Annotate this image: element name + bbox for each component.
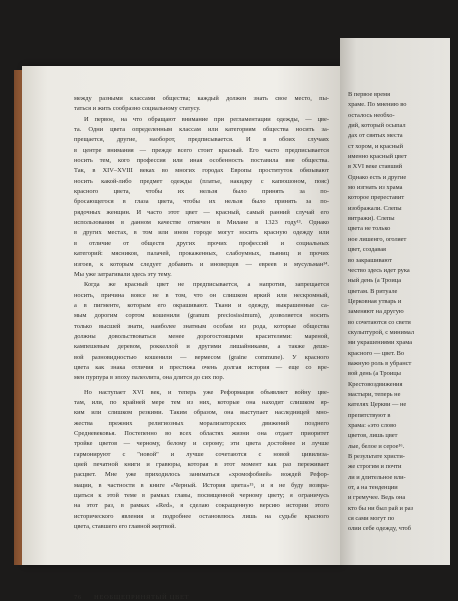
text-line: жества прежних религиозных морализаторских движений позднего [74, 419, 329, 427]
text-line: же строгим и почти [348, 463, 402, 471]
text-line: во сочетаются со свети [348, 318, 411, 326]
text-line: тройке цветов — черному, белому и серому; эти цвета достойнее и лучше [74, 440, 329, 448]
text-line: ли и длительное вли- [348, 473, 406, 481]
text-line: таться и жить сообразно социальному статусу. [74, 105, 201, 113]
text-line: цвета как знака отличия и престижа очень долгая история — еще со вре- [74, 363, 329, 371]
text-line: рядочных женщин. И часто этот цвет — красный, самый ранний случай его [74, 208, 329, 216]
text-line: которое пререставит [348, 194, 405, 202]
text-line: изгоев, к которым следует добавить и иноверцев — евреев и мусульман¹⁴. [74, 260, 329, 268]
text-line: цветов, лишь цвет [348, 432, 398, 440]
text-line: изображали. Слепы [348, 204, 402, 212]
text-line: и гремучее. Ведь она [348, 494, 406, 502]
text-line: там, или, по крайней мере тем из них, которые она находит слишком яр- [74, 398, 329, 406]
text-line: расцвет. Мне уже приходилось заниматься «хромофобией» вождей Рефор- [74, 471, 329, 479]
right-page-text [348, 90, 458, 535]
text-line: ся сами могут по [348, 515, 395, 523]
text-line: В первое время [348, 91, 391, 98]
text-line: храме. По мнению во [348, 101, 407, 109]
text-line: носить какой-либо предмет одежды (платье, накидку с капюшоном, пояс) [74, 177, 329, 185]
text-line: Так, в XIV–XVIII веках во многих городах Европы проституток обязывают [74, 167, 329, 175]
left-page [22, 66, 340, 601]
text-line: вой день (а Троицы [348, 370, 401, 378]
text-line: щаться к этой теме в рамках главы, посвященной черному цвету; я ограничусь [74, 492, 329, 500]
text-line: цвета, ставшего его главной жертвой. [74, 523, 177, 531]
text-line: должны довольствоваться менее дорогостоящими красителями: мареной, [74, 332, 329, 340]
text-line: олии себе одежду, чтоб [348, 525, 411, 533]
text-line: вой разновидностью кошенили — вермесом (graine commune). У красного [74, 353, 329, 361]
text-line: цвет, создавая [348, 246, 386, 254]
text-line: мым дорогим сортом кошенили (granum preciosissimum), дозволяется носить [74, 312, 329, 320]
text-line: цвета не только [348, 225, 391, 233]
text-line: препятствуют в [348, 411, 391, 419]
text-line: ми украшениями храма [348, 339, 413, 347]
text-line: чество здесь идет рука [348, 266, 410, 274]
text-line: лые, белое и серое¹⁶. [348, 442, 405, 450]
text-line: мо изгнать из храма [348, 184, 403, 192]
text-line: Крестовоздвижения [348, 380, 403, 388]
text-line: Церковная утварь и [348, 297, 402, 305]
text-line: та. Одни цвета определенным классам или категориям общества носить за- [74, 126, 329, 134]
text-line: прещается, другие, наоборот, предписывается. И в обоих случаях [74, 136, 329, 144]
text-line: исторического явления и подробнее остановлюсь лишь на судьбе красного [74, 512, 329, 520]
text-line: носить, причина вовсе не в том, что он слишком яркий или нескромный, [74, 291, 329, 299]
text-line: бросающегося в глаза цвета, чтобы их нельзя было принять за по- [74, 198, 329, 206]
right-page [340, 38, 450, 565]
text-line: от, а на тенденции [348, 484, 398, 492]
text-line: в XVI веке ставший [348, 163, 403, 171]
text-line: дах от святых места [348, 132, 403, 140]
page-footer [74, 594, 189, 601]
text-line: на этот раз, в рамках «Red», я сделаю сокращенную версию истории этого [74, 502, 329, 510]
text-line: витражи). Слепы [348, 215, 395, 223]
left-page-text [74, 94, 329, 532]
text-line: в других местах, в том или ином городе могут носить красную одежду или [74, 229, 329, 237]
text-line: мен пурпура в эпоху палеолита, она длится до сих пор. [74, 374, 225, 382]
text-line: кателях Церкви — не [348, 401, 407, 409]
text-line: а в пигменте, которым его окрашивают. Ткани и одежду, выкрашенные са- [74, 301, 329, 309]
text-line: мации, в частности в книге «Черный. История цвета»¹⁵, и я не буду возвра- [74, 481, 329, 489]
text-line: дий, который осыпал [348, 122, 406, 130]
text-line: категорий: мясников, палачей, прокаженных, слабоумных, пьяниц и прочих [74, 250, 329, 258]
text-line: во закрашивают [348, 256, 392, 264]
page-number: 76 [74, 594, 82, 601]
text-line: гармонируют с "новой" и лучше сочетаются с новой цивилиза- [74, 450, 329, 458]
text-line: красного — цвет. Во [348, 349, 405, 357]
text-line: Однако есть и другие [348, 173, 407, 181]
text-line: храма: «это слово [348, 422, 397, 429]
text-line: цией печатной книги и гравюры, которая в этот момент как раз переживает [74, 461, 329, 469]
text-line: скульптурой, с минимал [348, 328, 415, 336]
text-line: использования в данном качестве отмечен в Милане в 1323 году¹³. Однако [74, 219, 329, 227]
text-line: мастыри, теперь не [348, 390, 401, 398]
text-line: И первое, на что обращают внимание при регламентации одежды, — цве- [84, 115, 329, 123]
text-line: кампешевым деревом, роккеллой и другими лишайниками, а также деше- [74, 343, 329, 351]
text-line: красного цвета, чтобы их нельзя было принять за по- [74, 188, 329, 196]
text-line: Средневековья. Постепенно во всех областях жизни она отдает приоритет [74, 430, 329, 437]
text-line: ким или слишком резкими. Таким образом, она выступает наследницей мно- [74, 409, 329, 417]
text-line: в отличие от обществ других прочих профессий и социальных [74, 239, 329, 247]
text-line: заменяют на другую [348, 308, 404, 316]
text-line: носить тем, кого профессия или иная особенность поставила вне общества. [74, 157, 329, 165]
text-line: ст хором, и красный [348, 142, 404, 150]
text-line: цветам. В ритуале [348, 287, 398, 295]
text-line: именно красный цвет [348, 153, 407, 161]
text-line: ный день (а Троица [348, 277, 402, 285]
text-line: Когда же красный цвет не предписывается, а напротив, запрещается [84, 281, 329, 289]
text-line: между разными классами общества; каждый должен знать свое место, пы- [74, 95, 329, 102]
text-line: Но наступает XVI век, и теперь уже Реформация объявляет войну цве- [84, 388, 329, 396]
text-line: осталось необхо- [348, 111, 395, 119]
text-line: важную роль в убранст [348, 359, 412, 367]
text-line: В результате христи- [348, 453, 405, 461]
text-line: в центре внимания — прежде всего стоит красный. Его часто предписывается [74, 146, 329, 154]
running-title: НЕОБЩЕПРИНЯТЫЙ ЦВЕТ [94, 594, 190, 601]
text-line: кто бы ни был рай и раз [348, 504, 414, 512]
text-line: только высшей знати, наиболее знатным особам из рода, которые общества [74, 322, 329, 330]
text-line: Мы уже затрагивали здесь эту тему. [74, 270, 172, 278]
text-line: ное лишенго, оголяет [348, 235, 407, 243]
